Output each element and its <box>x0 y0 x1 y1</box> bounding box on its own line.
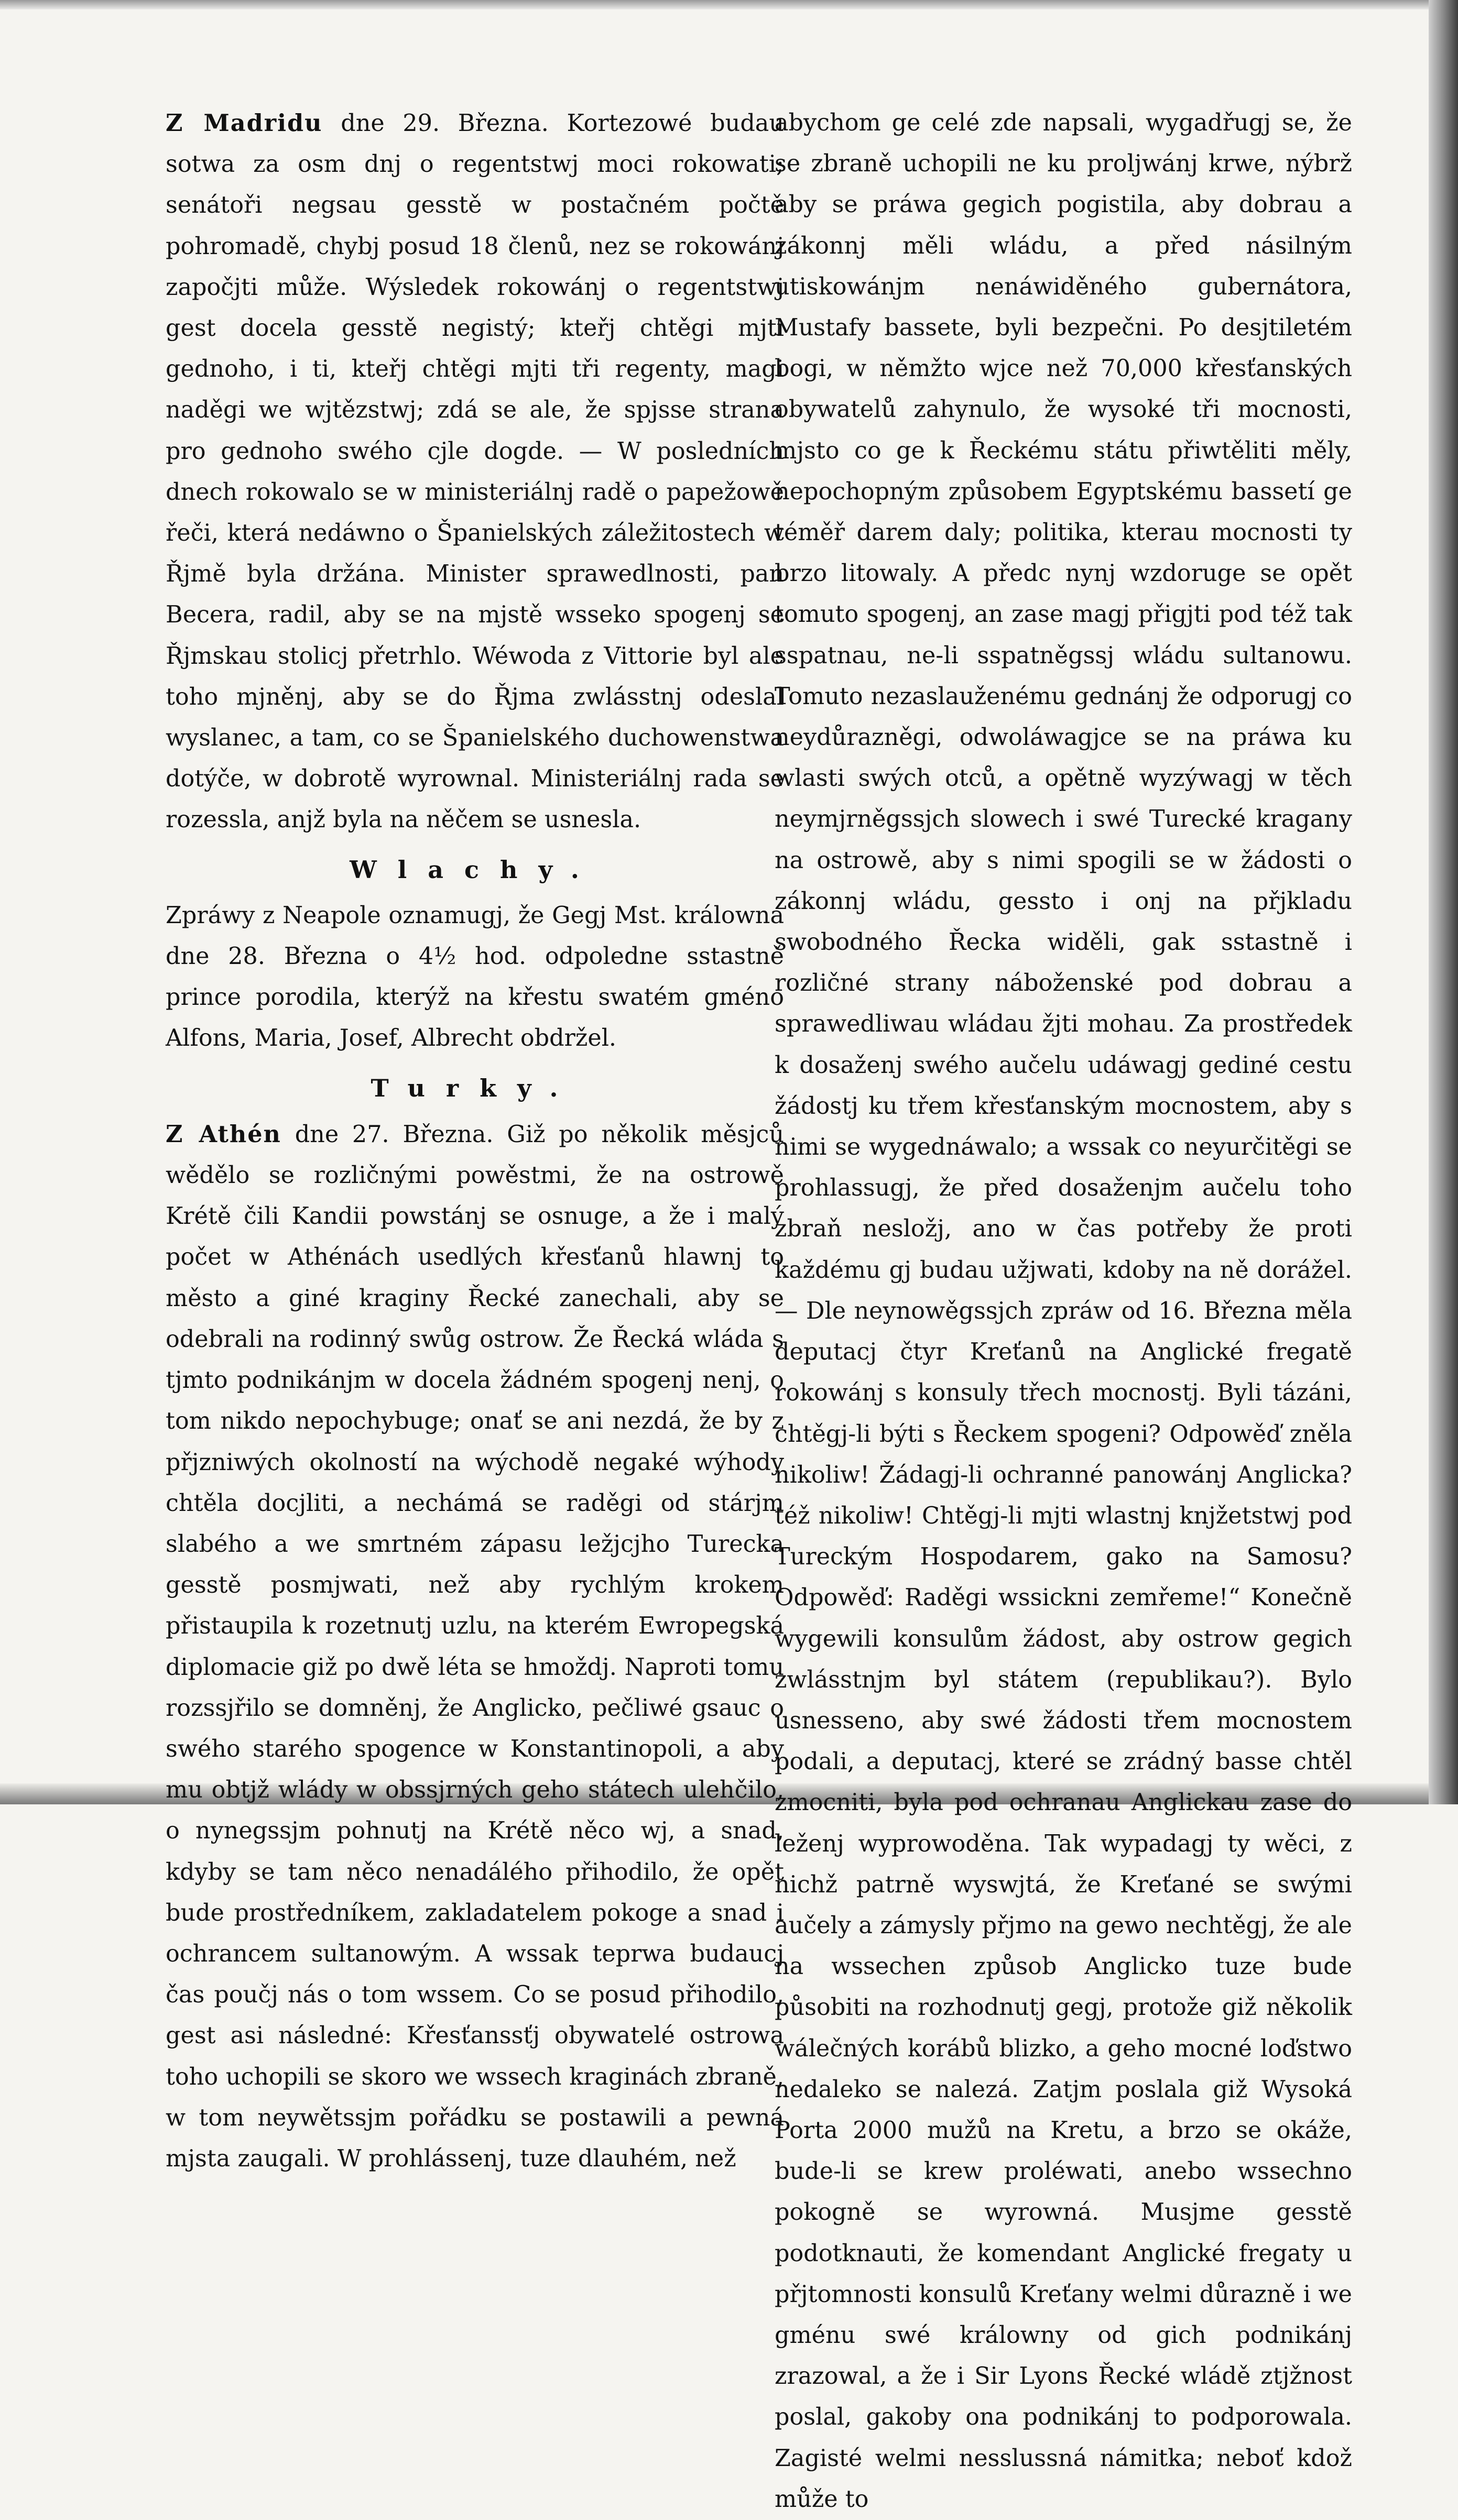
crete-paragraph: abychom ge celé zde napsali, wygadřugj se, že se zbraně uchopili ne ku proljwánj krwe, nýbrž aby se práwa gegich pogistila, aby dobrau a zákonnj měli wládu, a před násilným utiskowánjm nenáwiděného gubernátora, Mustafy bassete, byli bezpečni. Po desjtiletém bogi, w němžto wjce než 70,000 křesťanských obywatelů zahynulo, že wysoké tři mocnosti, mjsto co ge k Řeckému státu přiwtěliti měly, nepochopným způsobem Egyptskému bassetí ge téměř darem daly; politika, kterau mocnosti ty brzo litowaly. A předc nynj wzdoruge se opět tomuto spogenj, an zase magj přigjti pod též tak sspatnau, ne-li sspatněgssj wládu sultanowu. Tomuto nezaslauženému gednánj že odporugj co neydůrazněgi, odwoláwagjce se na práwa ku wlasti swých otců, a opětně wyzýwagj w těch neymjrněgssjch slowech i swé Turecké kragany na ostrowě, aby s nimi spogili se w žádosti o zákonnj wládu, gessto i onj na přjkladu swobodného Řecka widěli, gak sstastně i rozličné strany náboženské pod dobrau a sprawedliwau wládau žjti mohau. Za prostředek k dosaženj swého aučelu udáwagj gediné cestu žádostj ku třem křesťanským mocnostem, aby s nimi se wygednáwalo; a wssak co neyurčitěgi se prohlassugj, že před dosaženjm aučelu toho zbraň nesložj, ano w čas potřeby že proti každému gj budau užjwati, kdoby na ně dorážel. — Dle neynowěgssjch zpráw od 16. Března měla deputacj čtyr Kreťanů na Anglické fregatě rokowánj s konsuly třech mocnostj. Byli tázáni, chtěgj-li býti s Řeckem spogeni? Odpowěď zněla nikoliw! Žádagj-li ochranné panowánj Anglicka? též nikoliw! Chtěgj-li mjti wlastnj knjžetstwj pod Tureckým Hospodarem, gako na Samosu? Odpowěď: Raděgi wssickni zemřeme!“ Konečně wygewili konsulům žádost, aby ostrow gegich zwlásstnjm byl státem (republikau?). Bylo usnesseno, aby swé žádosti třem mocnostem podali, a deputacj, které se zrádný basse chtěl zmocniti, byla pod ochranau Anglickau zase do leženj wyprowoděna. Tak wypadagj ty wěci, z nichž patrně wyswjtá, že Kreťané se swými aučely a zámysly přjmo na gewo nechtěgj, že ale na wssechen způsob Anglicko tuze bude působiti na rozhodnutj gegj, protože giž několik wálečných korábů blizko, a geho mocné loďstwo nedaleko se nalezá. Zatjm poslala giž Wysoká Porta 2000 mužů na Kretu, a brzo se okáže, bude-li se krew proléwati, anebo wssechno pokogně se wyrowná. Musjme gesstě podotknauti, že komendant Anglické fregaty u přjtomnosti konsulů Kreťany welmi důrazně i we gménu swé králowny od gich podnikánj zrazowal, a že i Sir Lyons Řecké wládě ztjžnost poslal, gakoby ona podnikánj to podporowala. Zagisté welmi nesslussná námitka; neboť kdož může to <box>775 109 1352 2513</box>
madrid-text: dne 29. Března. Kortezowé budau sotwa za osm dnj o regentstwj moci rokowati; senátoři negsau gesstě w postačném počtě pohromadě, chybj posud 18 členů, nez se rokowánj započjti může. Wýsledek rokowánj o regentstwj gest docela gesstě negistý; kteřj chtěgi mjti gednoho, i ti, kteřj chtěgi mjti tři regenty, magi naděgi we wjtězstwj; zdá se ale, že spjsse strana pro gednoho swého cjle dogde. — W posledních dnech rokowalo se w ministeriálnj radě o papežowě řeči, která nedáwno o Španielských záležitostech w Řjmě byla držána. Minister sprawedlnosti, pan Becera, radil, aby se na mjstě wsseko spogenj se Řjmskau stolicj přetrhlo. Wéwoda z Vittorie byl ale toho mjněnj, aby se do Řjma zwlásstnj odeslal wyslanec, a tam, co se Španielského duchowenstwa dotýče, w dobrotě wyrownal. Ministeriálnj rada se rozessla, anjž byla na něčem se usnesla. <box>166 110 784 834</box>
heading-wlachy: Wlachy. <box>350 855 600 884</box>
madrid-lead: Z Madridu <box>166 109 323 137</box>
athens-paragraph <box>166 1114 784 2179</box>
madrid-paragraph <box>166 103 784 841</box>
right-column <box>775 103 1352 2513</box>
athens-lead: Z Athén <box>166 1120 281 1148</box>
page-edge-right <box>1429 0 1458 1804</box>
heading-turky: Turky. <box>371 1073 579 1102</box>
page-edge-top <box>0 0 1429 9</box>
naples-paragraph: Zpráwy z Neapole oznamugj, že Gegj Mst. králowna dne 28. Března o 4½ hod. odpoledne sstastně prince porodila, kterýž na křestu swatém gméno Alfons, Maria, Josef, Albrecht obdržel. <box>166 902 784 1052</box>
left-column <box>166 103 784 2172</box>
athens-text: dne 27. Března. Giž po několik měsjců wědělo se rozličnými powěstmi, že na ostrowě Krétě čili Kandii powstánj se osnuge, a že i malý počet w Athénách usedlých křesťanů hlawnj to město a giné kraginy Řecké zanechali, aby se odebrali na rodinný swůg ostrow. Že Řecká wláda s tjmto podnikánjm w docela žádném spogenj nenj, o tom nikdo nepochybuge; onať se ani nezdá, že by z přjzniwých okolností na wýchodě negaké wýhody chtěla docjliti, a nechámá se raděgi od stárjm slabého a we smrtném zápasu ležjcjho Turecka gesstě posmjwati, než aby rychlým krokem přistaupila k rozetnutj uzlu, na kterém Ewropegská diplomacie giž po dwě léta se hmoždj. Naproti tomu rozssjřilo se domněnj, že Anglicko, pečliwé gsauc o swého starého spogence w Konstantinopoli, a aby mu obtjž wlády w obssjrných geho státech ulehčilo, o nynegssjm pohnutj na Krétě něco wj, a snad, kdyby se tam něco nenadálého přihodilo, že opět bude prostředníkem, zakladatelem pokoge a snad i ochrancem sultanowým. A wssak teprwa budaucj čas poučj nás o tom wssem. Co se posud přihodilo, gest asi následné: Křesťanssťj obywatelé ostrowa toho uchopili se skoro we wssech kraginách zbraně, w tom neywětssjm pořádku se postawili a pewná mjsta zaugali. W prohlássenj, tuze dlauhém, než <box>166 1121 784 2172</box>
